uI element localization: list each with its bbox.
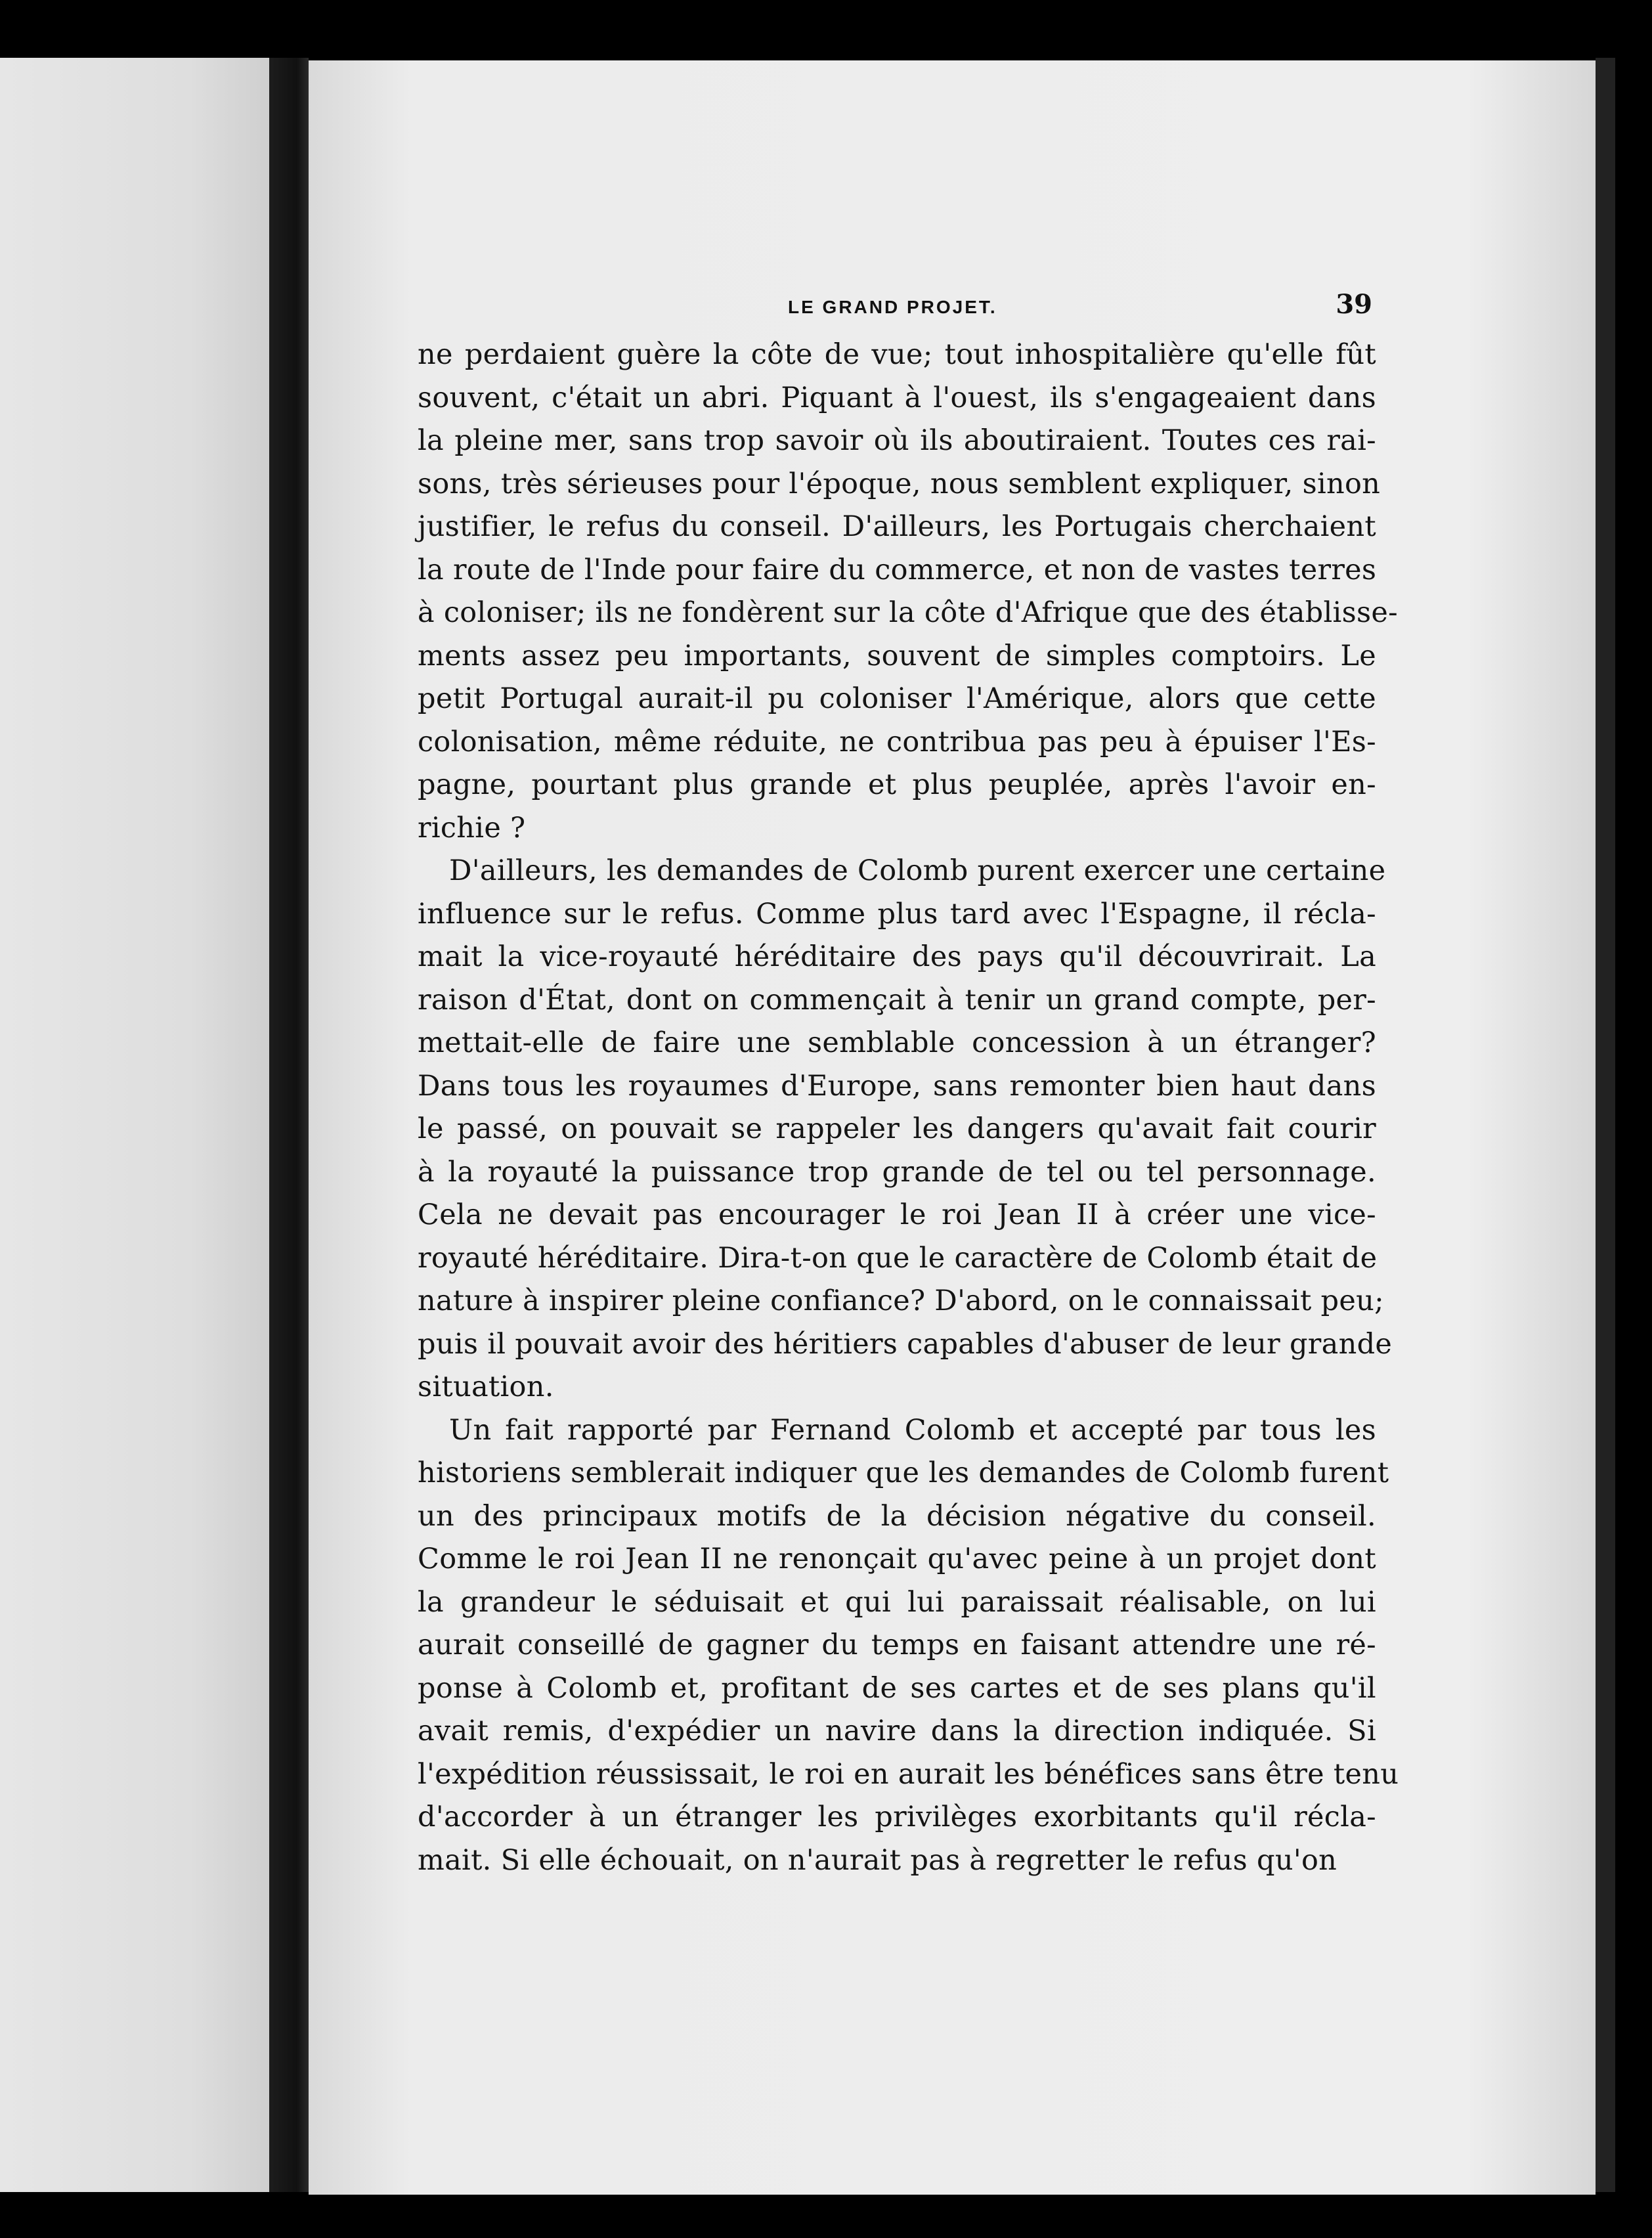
text-line: aurait conseillé de gagner du temps en faisant attendre une ré- bbox=[418, 1629, 1376, 1661]
text-line: avait remis, d'expédier un navire dans la direction indiquée. Si bbox=[418, 1715, 1376, 1747]
text-line: sons, très sérieuses pour l'époque, nous semblent expliquer, sinon bbox=[418, 467, 1381, 500]
text-line: Dans tous les royaumes d'Europe, sans remonter bien haut dans bbox=[418, 1069, 1376, 1103]
text-line: à la royauté la puissance trop grande de tel ou tel personnage. bbox=[418, 1155, 1376, 1189]
text-line: justifier, le refus du conseil. D'ailleurs, les Portugais cherchaient bbox=[418, 510, 1376, 543]
text-line: Comme le roi Jean II ne renonçait qu'avec peine à un projet dont bbox=[418, 1543, 1376, 1575]
text-line: influence sur le refus. Comme plus tard avec l'Espagne, il récla- bbox=[418, 897, 1376, 931]
text-line: Un fait rapporté par Fernand Colomb et accepté par tous les bbox=[449, 1413, 1376, 1447]
running-title: LE GRAND PROJET. bbox=[788, 297, 997, 317]
text-line: mait. Si elle échouait, on n'aurait pas à regretter le refus qu'on bbox=[418, 1843, 1337, 1877]
text-line: nature à inspirer pleine confiance? D'abord, on le connaissait peu; bbox=[418, 1284, 1384, 1317]
left-page bbox=[0, 58, 269, 2192]
text-line: à coloniser; ils ne fondèrent sur la côte d'Afrique que des établisse- bbox=[418, 596, 1398, 629]
text-line: puis il pouvait avoir des héritiers capables d'abuser de leur grande bbox=[418, 1327, 1393, 1361]
text-line: situation. bbox=[418, 1371, 554, 1403]
text-line: la pleine mer, sans trop savoir où ils aboutiraient. Toutes ces rai- bbox=[418, 424, 1376, 457]
book-gutter bbox=[269, 58, 309, 2192]
text-line: petit Portugal aurait-il pu coloniser l'Amérique, alors que cette bbox=[418, 682, 1376, 715]
text-line: D'ailleurs, les demandes de Colomb purent exercer une certaine bbox=[449, 854, 1386, 887]
text-line: un des principaux motifs de la décision négative du conseil. bbox=[418, 1499, 1376, 1533]
text-line: richie ? bbox=[418, 811, 526, 845]
text-line: raison d'État, dont on commençait à tenir un grand compte, per- bbox=[418, 983, 1376, 1017]
text-line: mait la vice-royauté héréditaire des pays qu'il découvrirait. La bbox=[418, 940, 1376, 973]
paragraph bbox=[418, 850, 1393, 1409]
paragraph bbox=[418, 334, 1398, 850]
text-line: ponse à Colomb et, profitant de ses cartes et de ses plans qu'il bbox=[418, 1671, 1376, 1705]
text-line: Cela ne devait pas encourager le roi Jean II à créer une vice- bbox=[418, 1198, 1376, 1231]
text-line: historiens semblerait indiquer que les demandes de Colomb furent bbox=[418, 1457, 1389, 1489]
text-line: colonisation, même réduite, ne contribua pas peu à épuiser l'Es- bbox=[418, 725, 1376, 758]
page-edge-shadow bbox=[1596, 58, 1615, 2192]
text-line: ne perdaient guère la côte de vue; tout inhospitalière qu'elle fût bbox=[418, 338, 1376, 371]
text-line: la route de l'Inde pour faire du commerce, et non de vastes terres bbox=[418, 553, 1377, 586]
text-line: souvent, c'était un abri. Piquant à l'ouest, ils s'engageaient dans bbox=[418, 381, 1376, 414]
text-line: mettait-elle de faire une semblable concession à un étranger? bbox=[418, 1026, 1376, 1059]
body-text bbox=[418, 334, 1399, 1882]
page-header bbox=[414, 289, 1372, 328]
paragraph bbox=[418, 1409, 1399, 1883]
text-line: royauté héréditaire. Dira-t-on que le caractère de Colomb était de bbox=[418, 1241, 1378, 1275]
text-line: pagne, pourtant plus grande et plus peuplée, après l'avoir en- bbox=[418, 768, 1376, 801]
text-line: ments assez peu importants, souvent de simples comptoirs. Le bbox=[418, 639, 1376, 672]
text-line: la grandeur le séduisait et qui lui paraissait réalisable, on lui bbox=[418, 1585, 1376, 1619]
page-number: 39 bbox=[1336, 289, 1372, 320]
text-line: d'accorder à un étranger les privilèges exorbitants qu'il récla- bbox=[418, 1801, 1376, 1833]
text-line: l'expédition réussissait, le roi en aurait les bénéfices sans être tenu bbox=[418, 1757, 1399, 1791]
text-line: le passé, on pouvait se rappeler les dangers qu'avait fait courir bbox=[418, 1112, 1376, 1145]
